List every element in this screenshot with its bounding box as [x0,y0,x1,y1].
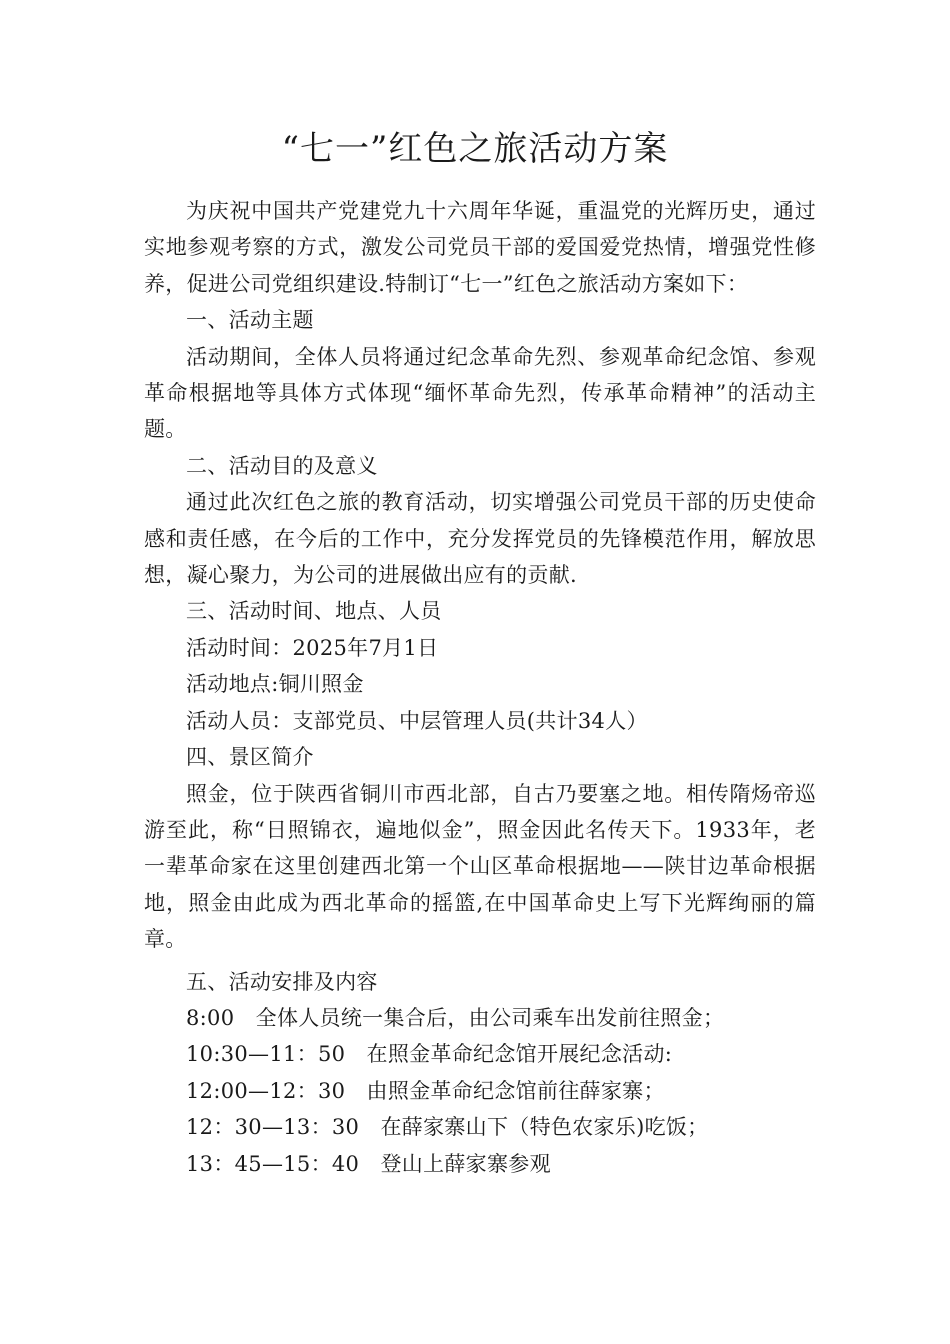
section-heading-scenic-intro: 四、景区简介 [186,745,314,770]
section-heading-theme: 一、活动主题 [186,308,314,333]
section-heading-schedule: 五、活动安排及内容 [186,969,378,994]
document-title: “七一”红色之旅活动方案 [281,129,669,169]
activity-time: 活动时间：2025年7月1日 [186,635,439,660]
document-body [144,193,816,1182]
schedule-item: 8:00 全体人员统一集合后，由公司乘车出发前往照金； [186,1005,725,1030]
section-text-purpose: 通过此次红色之旅的教育活动，切实增强公司党员干部的历史使命感和责任感，在今后的工作中，充分发挥党员的先锋模范作用，解放思想，凝心聚力，为公司的进展做出应有的贡献. [144,490,816,588]
intro-paragraph: 为庆祝中国共产党建党九十六周年华诞，重温党的光辉历史，通过实地参观考察的方式，激发公司党员干部的爱国爱党热情，增强党性修养，促进公司党组织建设.特制订“七一”红色之旅活动方案如下： [144,199,816,296]
section-heading-purpose: 二、活动目的及意义 [186,453,378,478]
section-heading-time-place-people: 三、活动时间、地点、人员 [186,599,442,624]
schedule-item: 10:30—11：50 在照金革命纪念馆开展纪念活动: [186,1042,673,1067]
schedule-item: 12：30—13：30 在薛家寨山下（特色农家乐)吃饭； [186,1115,709,1140]
activity-people: 活动人员：支部党员、中层管理人员(共计34人） [186,708,648,733]
schedule-item: 13：45—15：40 登山上薛家寨参观 [186,1151,551,1176]
schedule-item: 12:00—12：30 由照金革命纪念馆前往薛家寨； [186,1078,665,1103]
section-text-theme: 活动期间，全体人员将通过纪念革命先烈、参观革命纪念馆、参观革命根据地等具体方式体现“缅怀革命先烈，传承革命精神”的活动主题。 [144,344,816,442]
section-text-scenic-intro: 照金，位于陕西省铜川市西北部，自古乃要塞之地。相传隋炀帝巡游至此，称“日照锦衣，遍地似金”，照金因此名传天下。1933年，老一辈革命家在这里创建西北第一个山区革命根据地——陕甘边革命根据地，照金由此成为西北革命的摇篮,在中国革命史上写下光辉绚丽的篇章。 [144,781,816,952]
activity-place: 活动地点:铜川照金 [186,672,364,697]
